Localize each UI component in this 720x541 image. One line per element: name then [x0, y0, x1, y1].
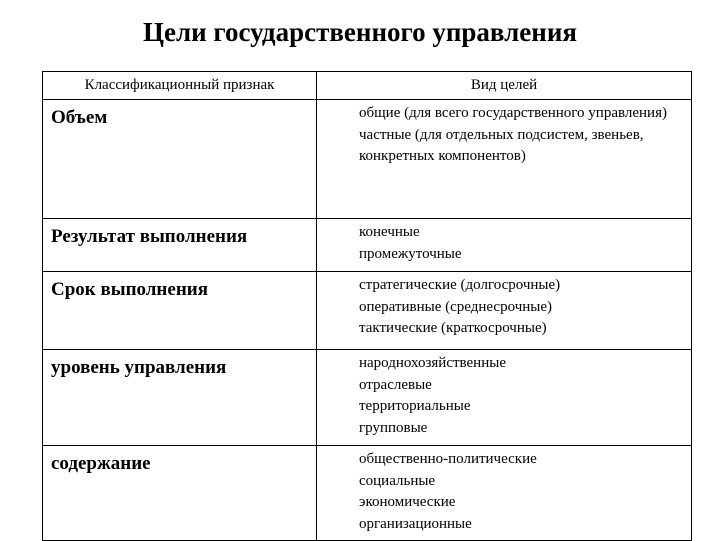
- column-header-criterion: Классификационный признак: [43, 72, 317, 100]
- row-criterion: Результат выполнения: [43, 219, 317, 272]
- goal-item: оперативные (среднесрочные): [359, 298, 553, 315]
- goal-item: экономические: [359, 494, 456, 510]
- goal-item: промежуточные: [359, 245, 462, 262]
- row-criterion: уровень управления: [43, 350, 317, 446]
- goal-item: групповые: [359, 419, 428, 436]
- goal-item: стратегические (долгосрочные): [359, 277, 561, 293]
- row-goal-types: [317, 350, 692, 446]
- page-title: Цели государственного управления: [142, 17, 578, 47]
- row-criterion: содержание: [43, 446, 317, 541]
- row-goal-types: [317, 272, 692, 350]
- table-row: [43, 446, 692, 541]
- goals-table: [42, 71, 692, 541]
- row-goal-types: [317, 446, 692, 541]
- goal-item: социальные: [359, 472, 436, 489]
- goal-item: организационные: [359, 515, 472, 532]
- goal-item: частные (для отдельных подсистем, звеньев,: [359, 126, 644, 143]
- goal-item: общие (для всего государственного управления): [359, 105, 667, 121]
- goal-item: общественно-политические: [359, 451, 537, 467]
- row-goal-types: [317, 219, 692, 272]
- goal-item: конечные: [359, 224, 420, 240]
- row-goal-types: [317, 100, 692, 219]
- table-row: [43, 219, 692, 272]
- column-header-goal-types: Вид целей: [317, 72, 692, 100]
- table-row: [43, 272, 692, 350]
- table-row: [43, 100, 692, 219]
- row-criterion: Объем: [43, 100, 317, 219]
- goal-item: территориальные: [359, 398, 471, 414]
- goal-item: тактические (краткосрочные): [359, 320, 547, 336]
- goal-item: конкретных компонентов): [359, 148, 526, 164]
- table-row: [43, 350, 692, 446]
- goal-item: народнохозяйственные: [359, 355, 506, 371]
- row-criterion: Срок выполнения: [43, 272, 317, 350]
- table-header-row: [43, 72, 692, 100]
- goal-item: отраслевые: [359, 376, 432, 393]
